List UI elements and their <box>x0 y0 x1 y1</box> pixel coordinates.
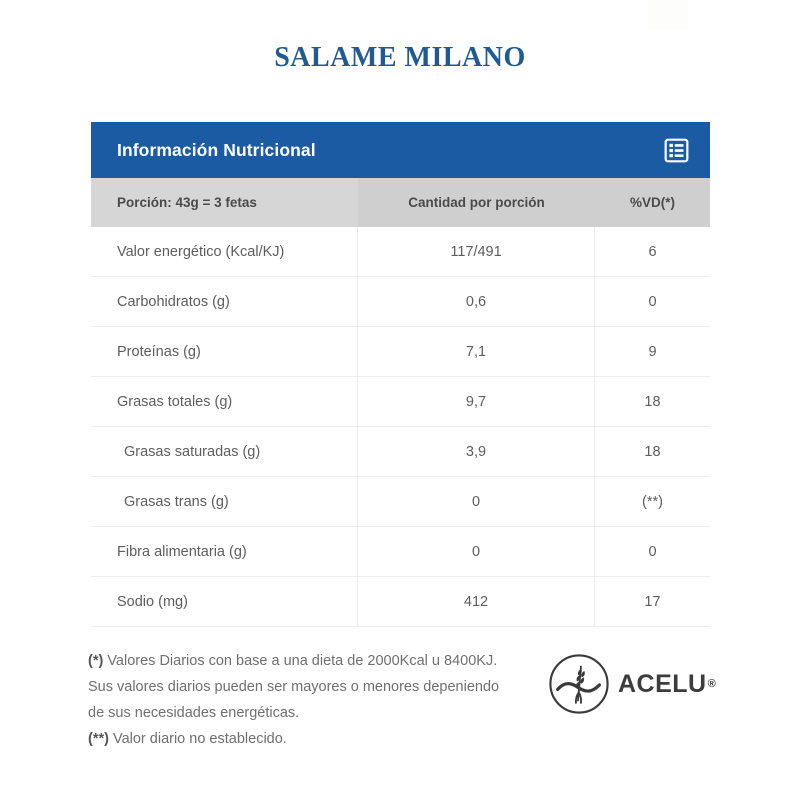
nutrition-table-header-title: Información Nutricional <box>117 139 316 160</box>
registered-trademark-symbol: ® <box>707 678 716 690</box>
nutrient-amount: 0 <box>358 527 595 576</box>
footnote-marker-single-asterisk: (*) <box>88 653 104 669</box>
nutrient-daily-value: 6 <box>648 243 657 260</box>
nutrient-daily-value: 18 <box>644 443 661 460</box>
table-row <box>91 227 710 277</box>
column-header-vd: %VD(*) <box>595 178 710 227</box>
column-header-porcion: Porción: 43g = 3 fetas <box>91 178 358 227</box>
table-row <box>91 477 710 527</box>
nutrition-table-body <box>91 227 710 627</box>
nutrient-amount: 117/491 <box>358 227 595 276</box>
nutrient-name: Carbohidratos (g) <box>91 277 358 326</box>
nutrient-daily-value: 9 <box>648 343 657 360</box>
nutrient-amount: 0,6 <box>358 277 595 326</box>
table-row <box>91 527 710 577</box>
nutrition-table-header <box>91 122 710 178</box>
label-footer <box>0 640 800 800</box>
corner-artifact <box>648 0 688 30</box>
nutrient-daily-value: 0 <box>648 543 657 560</box>
footnotes <box>88 648 518 752</box>
table-row <box>91 327 710 377</box>
nutrient-amount: 412 <box>358 577 595 626</box>
page-title: SALAME MILANO <box>274 42 526 73</box>
nutrient-name: Sodio (mg) <box>91 577 358 626</box>
nutrient-amount: 7,1 <box>358 327 595 376</box>
table-row <box>91 377 710 427</box>
nutrient-daily-value: (**) <box>642 493 663 510</box>
nutrient-amount: 3,9 <box>358 427 595 476</box>
footnote-marker-double-asterisk: (**) <box>88 731 109 747</box>
nutrient-name: Grasas trans (g) <box>91 477 358 526</box>
gluten-free-wheat-icon <box>548 653 610 715</box>
nutrient-name: Valor energético (Kcal/KJ) <box>91 227 358 276</box>
nutrient-name: Grasas totales (g) <box>91 377 358 426</box>
nutrient-daily-value: 0 <box>648 293 657 310</box>
footnote-daily-values <box>88 648 518 726</box>
table-row <box>91 277 710 327</box>
table-row <box>91 427 710 477</box>
nutrition-table-column-headers <box>91 178 710 227</box>
nutrient-daily-value: 17 <box>644 593 661 610</box>
nutrient-amount: 0 <box>358 477 595 526</box>
table-list-icon <box>664 138 689 163</box>
nutrient-name: Grasas saturadas (g) <box>91 427 358 476</box>
nutrient-name: Fibra alimentaria (g) <box>91 527 358 576</box>
acelu-certification-logo <box>548 653 716 715</box>
nutrition-table-card <box>91 122 710 627</box>
footnote-daily-values-text: Valores Diarios con base a una dieta de 2000Kcal u 8400KJ. Sus valores diarios pueden ser mayores o menores depeniendo de sus necesidades energéticas. <box>88 653 500 721</box>
nutrient-daily-value: 18 <box>644 393 661 410</box>
footnote-not-established <box>88 726 518 752</box>
nutrient-name: Proteínas (g) <box>91 327 358 376</box>
footnote-not-established-text: Valor diario no establecido. <box>108 731 287 747</box>
table-row <box>91 577 710 627</box>
acelu-wordmark: ACELU <box>618 669 707 698</box>
column-header-cantidad: Cantidad por porción <box>358 178 595 227</box>
nutrient-amount: 9,7 <box>358 377 595 426</box>
